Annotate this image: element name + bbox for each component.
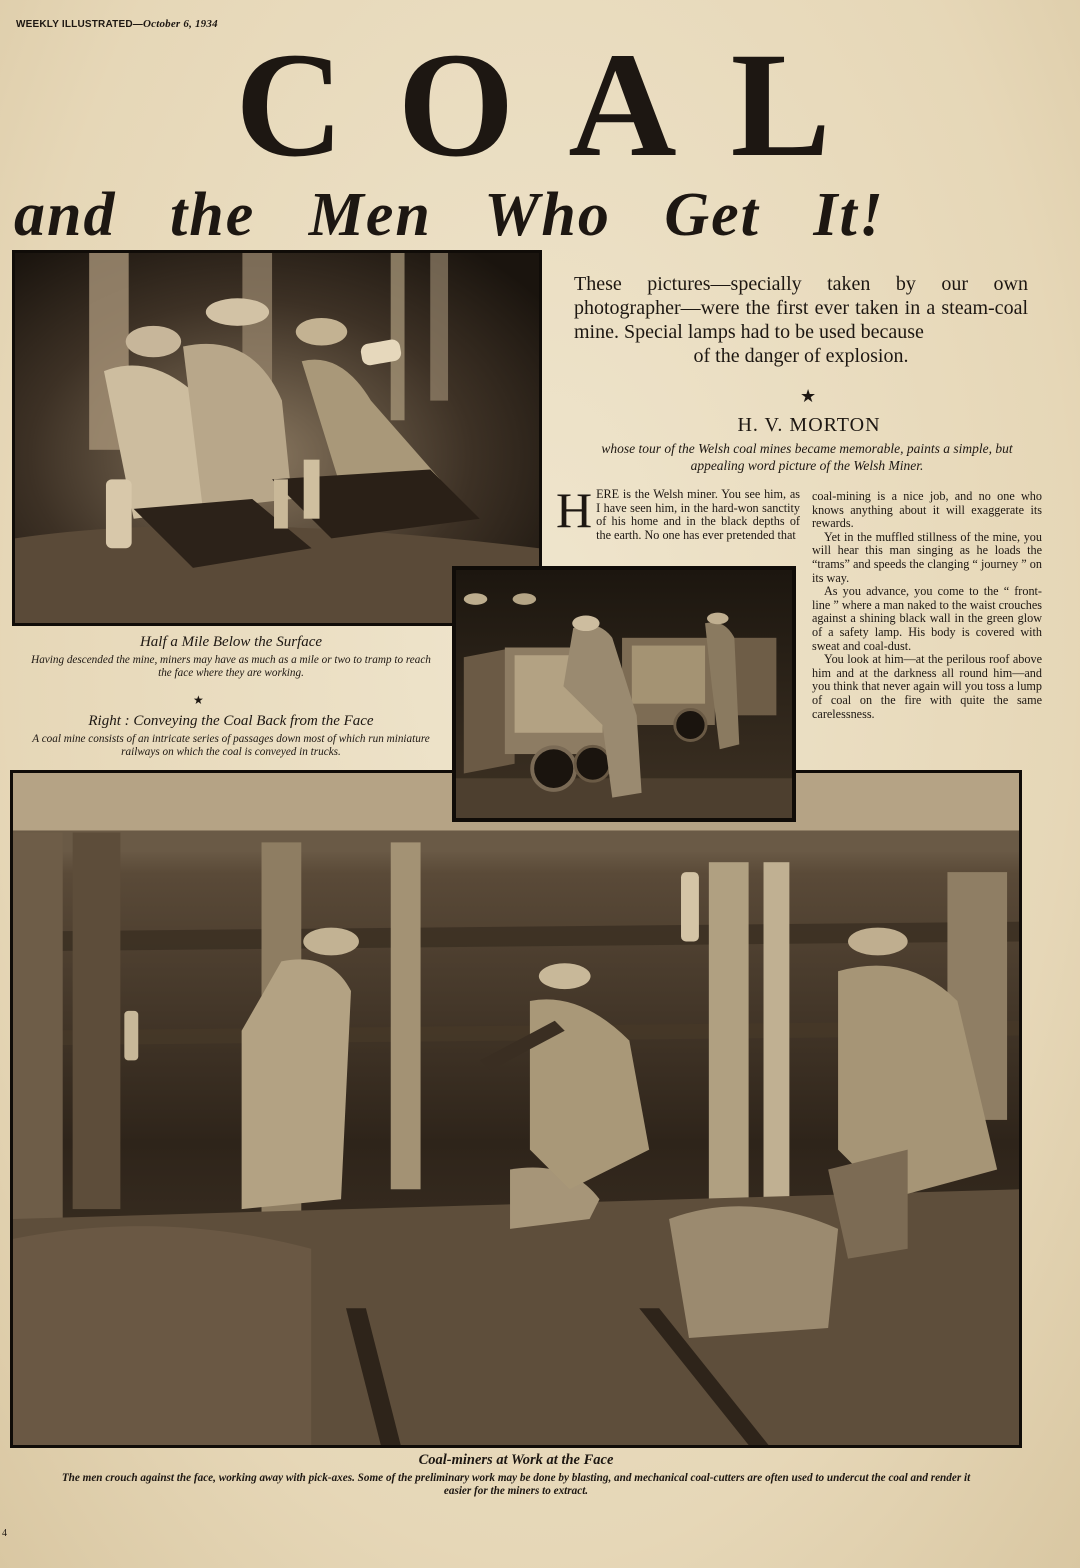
- star-icon: ★: [800, 386, 817, 406]
- caption-2-body: A coal mine consists of an intricate series of passages down most of which run miniature railways on which the coal is conveyed in trucks.: [32, 733, 430, 758]
- miners-at-face-image: [13, 773, 1019, 1445]
- coal-trucks-image: [456, 570, 792, 818]
- byline-author: H. V. MORTON: [737, 414, 881, 436]
- photo-coal-trucks: [452, 566, 796, 822]
- caption-3-title: Coal-miners at Work at the Face: [418, 1452, 614, 1468]
- article-paragraph: As you advance, you come to the “ front-line ” where a man naked to the waist crouches against a shining black wall in the green glow of a safety lamp. His body is covered with sweat and coal-dust.: [812, 584, 1042, 653]
- intro-last-line: of the danger of explosion.: [693, 345, 909, 367]
- article-column-1: [556, 482, 800, 542]
- article-paragraph: coal-mining is a nice job, and no one who knows anything about it will exaggerate its rewards.: [812, 489, 1042, 531]
- caption-1-title: Half a Mile Below the Surface: [139, 634, 323, 650]
- article-paragraph: You look at him—at the perilous roof above him and at the darkness all round him—and you think that never again will you toss a lump of coal on the fire with quite the same carelessness.: [812, 652, 1042, 721]
- caption-1-body: Having descended the mine, miners may have as much as a mile or two to tramp to reach the face where they are working.: [31, 654, 431, 679]
- page-number: 4: [2, 1528, 7, 1539]
- headline-sub: and the Men Who Get It!: [14, 181, 885, 249]
- intro-text: These pictures—specially taken by our own photographer—were the first ever taken in a steam-coal mine. Special lamps had to be used because: [574, 273, 1028, 343]
- article-column-2: [812, 490, 1042, 721]
- star-icon: ★: [193, 693, 204, 707]
- publication-name: WEEKLY ILLUSTRATED—: [16, 19, 143, 30]
- intro-paragraph: [574, 272, 1028, 368]
- photo-miners-at-face: [10, 770, 1022, 1448]
- caption-3-body: The men crouch against the face, working away with pick-axes. Some of the preliminary work may be done by blasting, and mechanical coal-cutters are often used to undercut the coal and render it easier for the miners to extract.: [61, 1472, 971, 1497]
- caption-2-title: Right : Conveying the Coal Back from the Face: [88, 713, 374, 729]
- drop-cap: H: [556, 482, 593, 538]
- headline-main: COAL: [235, 22, 885, 188]
- article-paragraph: Yet in the muffled stillness of the mine, you will hear this man singing as he loads the “trams” and speeds the clanging “ journey ” on its way.: [812, 529, 1042, 585]
- article-col1-text: ERE is the Welsh miner. You see him, as I have seen him, in the hard-won sanctity of his home and in the black depths of the earth. No one has ever pretended that: [596, 487, 800, 542]
- byline-description: whose tour of the Welsh coal mines became memorable, paints a simple, but appealing word picture of the Welsh Miner.: [601, 441, 1013, 473]
- folio: [16, 18, 218, 30]
- issue-date: October 6, 1934: [142, 18, 218, 30]
